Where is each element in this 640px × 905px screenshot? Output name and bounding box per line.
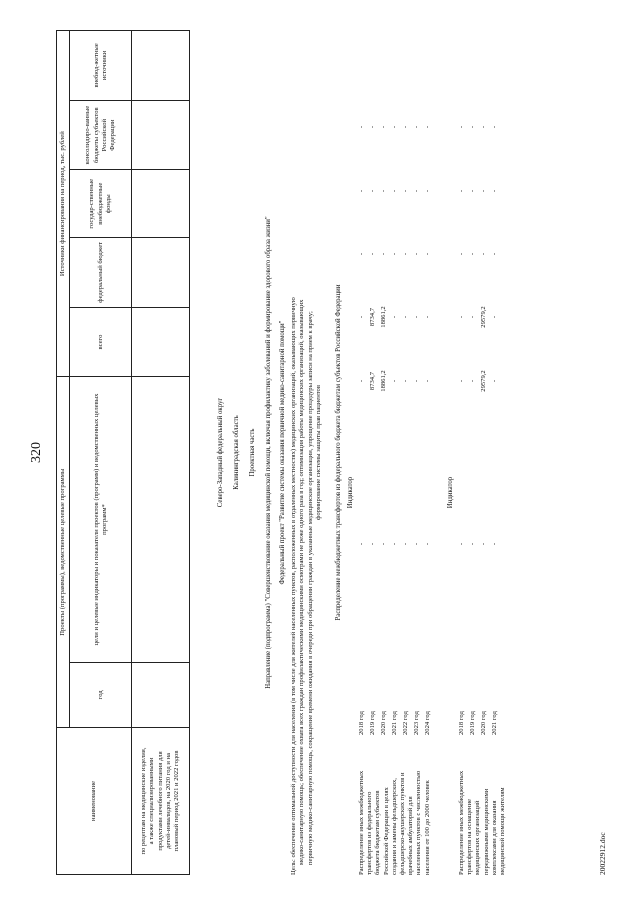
- block1-year-cell: 2021 год: [390, 711, 398, 735]
- block2-state-cell: -: [479, 252, 487, 256]
- block1-year-cell: 2024 год: [423, 711, 431, 735]
- block1-year-cell: 2018 год: [357, 711, 365, 735]
- block1-consolidated-cell: -: [379, 189, 387, 193]
- header-goals: цели и целевые индикаторы и показатели проектов (программ) и ведомственных целевых программ*: [69, 377, 131, 662]
- block2-year-cell: 2019 год: [468, 711, 476, 735]
- block1-state-cell: -: [401, 252, 409, 256]
- block2-federal-cell: 29579,2: [479, 306, 487, 328]
- header-name: наименование: [56, 728, 131, 875]
- block1-total-cell: -: [390, 379, 398, 383]
- direction-heading: Направление (подпрограмма) "Совершенствование оказания медицинской помощи, включая профилактику заболеваний и формирование здорового образа жизни": [264, 216, 272, 689]
- block2-federal-cell: -: [457, 315, 465, 319]
- block1-state-cell: -: [423, 252, 431, 256]
- block1-federal-cell: 8734,7: [368, 307, 376, 327]
- header-sources-group: Источники финансирования на период, тыс. рублей: [56, 31, 69, 377]
- block2-consolidated-cell: -: [457, 189, 465, 193]
- block1-state-cell: -: [412, 252, 420, 256]
- block2-extra-cell: -: [479, 125, 487, 129]
- block1-federal-cell: -: [423, 315, 431, 319]
- block2-state-cell: -: [457, 252, 465, 256]
- file-name: 20022912.doc: [597, 832, 607, 875]
- block1-federal-cell: -: [401, 315, 409, 319]
- block2-year-cell: 2020 год: [479, 711, 487, 735]
- block2-goal-cell: -: [468, 542, 476, 546]
- header-year: год: [69, 662, 131, 727]
- block2-year-cell: 2018 год: [457, 711, 465, 735]
- header-federal: федеральный бюджет: [69, 238, 131, 308]
- block1-name: Распределение иных межбюджетных трансфертов из федерального бюджета бюджетам субъектов Российской Федерации в целях создания и замены фельдшерских, фельдшерско-акушерских пунктов и врачебных амбулаторий для населенных пунктов с численностью населения от 100 до 2000 человек: [357, 770, 431, 875]
- block1-extra-cell: -: [390, 125, 398, 129]
- block1-consolidated-cell: -: [412, 189, 420, 193]
- block1-goal-cell: -: [357, 542, 365, 546]
- block1-federal-cell: -: [412, 315, 420, 319]
- block2-year-cell: 2021 год: [490, 711, 498, 735]
- indicator-label-1: Индикатор: [346, 476, 354, 509]
- block2-consolidated-cell: -: [490, 189, 498, 193]
- block1-extra-cell: -: [412, 125, 420, 129]
- block1-total-cell: 8734,7: [368, 371, 376, 391]
- block1-federal-cell: 18861,2: [379, 306, 387, 328]
- block2-federal-cell: -: [490, 315, 498, 319]
- block2-total-cell: -: [490, 379, 498, 383]
- block2-total-cell: -: [468, 379, 476, 383]
- block1-extra-cell: -: [357, 125, 365, 129]
- block1-year-cell: 2020 год: [379, 711, 387, 735]
- federal-project-heading: Федеральный проект "Развитие системы оказания первичной медико-санитарной помощи": [278, 320, 286, 585]
- block2-name: Распределение иных межбюджетных трансфертов на оснащение медицинских организаций передвижными медицинскими комплексами для оказания медицинской помощи жителям: [457, 770, 506, 875]
- block2-extra-cell: -: [457, 125, 465, 129]
- rotated-document: [28, 30, 613, 875]
- block1-total-cell: -: [412, 379, 420, 383]
- block2-state-cell: -: [468, 252, 476, 256]
- block2-extra-cell: -: [468, 125, 476, 129]
- block1-goal-cell: -: [368, 542, 376, 546]
- section-heading: Проектная часть: [248, 428, 256, 477]
- block1-goal-cell: -: [379, 542, 387, 546]
- block1-goal-cell: -: [401, 542, 409, 546]
- block2-total-cell: 29579,2: [479, 370, 487, 392]
- intro-text-cell: по рецептам на медицинские изделия, а также специализированными продуктами лечебного питания для детей-инвалидов, на 2020 год и на плановый период 2021 и 2022 годов: [131, 728, 189, 875]
- block1-extra-cell: -: [379, 125, 387, 129]
- block1-extra-cell: -: [423, 125, 431, 129]
- block1-state-cell: -: [379, 252, 387, 256]
- block1-total-cell: -: [423, 379, 431, 383]
- block2-extra-cell: -: [490, 125, 498, 129]
- goal-text: Цель: обеспечение оптимальной доступности для населения (в том числе для жителей населенных пунктов, расположенных в отдаленных местностях) медицинских организаций, оказывающих первичную медико-санитарную помощь; обеспечение охвата всех граждан профилактическими медицинскими осмотрами не реже одного раза в год; оптимизация работы медицинских организаций, оказывающих первичную медико-санитарную помощь, сокращение времени ожидания в очереди при обращении граждан в указанные медицинские организации, упрощение процедуры записи на прием к врачу; формирование системы защиты прав пациентов: [289, 297, 322, 875]
- header-table: [56, 30, 190, 875]
- header-projects-group: Проекты (программы), ведомственные целевые программы: [56, 377, 69, 728]
- region-heading: Калининградская область: [232, 415, 240, 490]
- block1-federal-cell: -: [390, 315, 398, 319]
- district-heading: Северо-Западный федеральный округ: [216, 397, 224, 508]
- block1-consolidated-cell: -: [357, 189, 365, 193]
- block1-total-cell: 18861,2: [379, 370, 387, 392]
- block1-year-cell: 2019 год: [368, 711, 376, 735]
- block1-consolidated-cell: -: [390, 189, 398, 193]
- block1-goal-cell: -: [390, 542, 398, 546]
- block1-federal-cell: -: [357, 315, 365, 319]
- block1-goal-cell: -: [412, 542, 420, 546]
- header-consolidated: консолидиро-ванные бюджеты субъектов Российской Федерации: [69, 100, 131, 170]
- block2-state-cell: -: [490, 252, 498, 256]
- block2-goal-cell: -: [490, 542, 498, 546]
- block1-total-cell: -: [401, 379, 409, 383]
- header-state-funds: государ-ственные внебюджетные фонды: [69, 170, 131, 238]
- page-number: 320: [28, 442, 44, 463]
- block1-consolidated-cell: -: [423, 189, 431, 193]
- block2-total-cell: -: [457, 379, 465, 383]
- block2-goal-cell: -: [479, 542, 487, 546]
- block1-total-cell: -: [357, 379, 365, 383]
- block1-state-cell: -: [368, 252, 376, 256]
- header-extra: внебюд-жетные источники: [69, 31, 131, 101]
- block1-state-cell: -: [390, 252, 398, 256]
- block2-federal-cell: -: [468, 315, 476, 319]
- block2-goal-cell: -: [457, 542, 465, 546]
- block1-year-cell: 2023 год: [412, 711, 420, 735]
- block1-extra-cell: -: [401, 125, 409, 129]
- block2-consolidated-cell: -: [468, 189, 476, 193]
- block1-state-cell: -: [357, 252, 365, 256]
- block1-goal-cell: -: [423, 542, 431, 546]
- block1-consolidated-cell: -: [401, 189, 409, 193]
- block2-consolidated-cell: -: [479, 189, 487, 193]
- header-total: всего: [69, 307, 131, 377]
- distribution-title: Распределение межбюджетных трансфертов из федерального бюджета бюджетам субъектов Российской Федерации: [334, 284, 342, 621]
- indicator-label-2: Индикатор: [446, 476, 454, 509]
- block1-extra-cell: -: [368, 125, 376, 129]
- block1-year-cell: 2022 год: [401, 711, 409, 735]
- block1-consolidated-cell: -: [368, 189, 376, 193]
